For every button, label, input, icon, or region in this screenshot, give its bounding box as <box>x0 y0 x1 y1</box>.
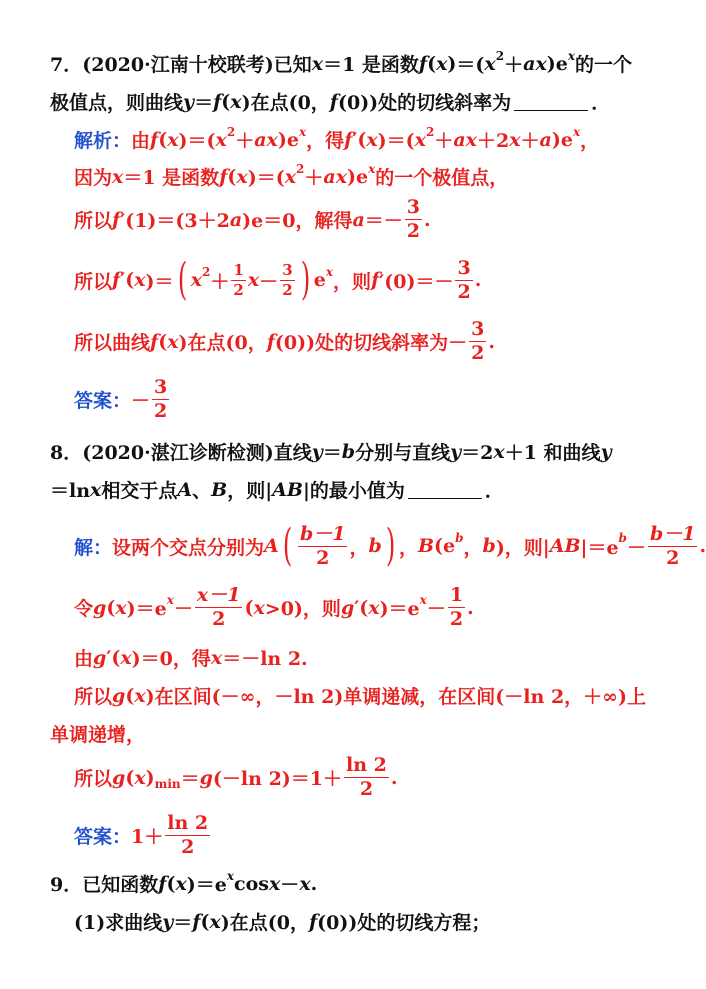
t: 单调递增， <box>50 724 146 746</box>
t: 2 <box>181 836 195 858</box>
t: ( <box>106 596 116 619</box>
t: f <box>150 330 159 353</box>
t: ＋ <box>504 54 524 76</box>
t: y <box>311 440 323 463</box>
t: )＝0，得 <box>131 648 211 670</box>
t: 由 <box>131 130 151 152</box>
t: y <box>600 440 612 463</box>
t: 1 <box>449 584 464 606</box>
t: f <box>344 128 353 151</box>
t: e <box>313 269 326 291</box>
t: f <box>213 90 222 113</box>
t: x <box>134 684 146 707</box>
t: )＝ <box>145 270 174 293</box>
t: ＋ <box>235 130 255 152</box>
t: x <box>226 868 235 883</box>
t: f <box>418 52 428 75</box>
t: 2 <box>359 778 374 800</box>
t: g <box>93 596 107 619</box>
t: a <box>539 128 552 151</box>
q8-solution-line2 <box>74 586 474 629</box>
t: x <box>134 269 146 291</box>
q8-line2 <box>50 476 504 503</box>
t: 3 <box>154 376 168 398</box>
q8-solution-line1 <box>74 520 706 571</box>
t: )＝e <box>186 874 227 896</box>
t: ) <box>447 52 457 75</box>
t: B <box>211 478 228 501</box>
fraction <box>344 756 389 799</box>
solution-label: 解： <box>74 536 113 559</box>
t: x <box>215 128 227 151</box>
t: ax <box>254 128 278 151</box>
t: 3 <box>282 260 293 279</box>
q7-solution-line1 <box>74 126 599 153</box>
t: ln 2 <box>346 754 387 776</box>
t: 已知函数 <box>82 874 159 896</box>
t: ＋ <box>210 270 230 293</box>
t: 2 <box>666 546 680 569</box>
t: f <box>150 128 159 151</box>
t: b <box>368 535 382 557</box>
t: 直线 <box>273 442 312 464</box>
t: b－1 <box>649 522 696 545</box>
t: x <box>368 596 380 619</box>
t: 3 <box>457 256 471 279</box>
t: x－1 <box>196 584 241 606</box>
t: >0)，则 <box>264 598 341 620</box>
t: 2 <box>457 280 471 303</box>
t: )e <box>551 128 573 151</box>
t: x <box>236 165 248 188</box>
t: x <box>284 165 297 188</box>
t: ′( <box>354 596 369 619</box>
t: ( <box>427 52 437 75</box>
t: ( <box>177 254 187 305</box>
t: 设两个交点分别为 <box>112 536 265 559</box>
t: min <box>154 776 181 791</box>
t: (0))处的切线方程； <box>317 912 491 934</box>
t: )，则| <box>495 536 550 559</box>
fraction <box>405 198 422 241</box>
fraction <box>152 378 169 421</box>
t: B <box>417 535 435 557</box>
t: ′( <box>352 128 367 151</box>
t: x <box>509 128 521 151</box>
t: (1)求曲线 <box>74 912 163 934</box>
t: 2 <box>296 161 305 176</box>
t: 2 <box>495 48 505 63</box>
q8-solution-line3 <box>74 644 308 671</box>
q7-answer <box>74 378 171 421</box>
t: g <box>112 766 126 789</box>
t: － <box>426 598 446 620</box>
t: ′( <box>120 269 135 291</box>
t: 因为 <box>74 167 113 189</box>
t: 令 <box>74 598 94 620</box>
t: )在区间(－∞，－ln 2)单调递减，在区间(－ln 2，＋∞)上 <box>145 686 646 708</box>
t: x <box>572 124 581 139</box>
q7-solution-line4 <box>74 254 482 305</box>
answer-label: 答案： <box>74 826 132 848</box>
t: . <box>467 596 474 619</box>
t: A <box>177 478 193 501</box>
t: . <box>488 330 495 353</box>
fraction <box>165 814 210 857</box>
q7-line2 <box>50 88 610 115</box>
t: 1＋ <box>131 826 164 848</box>
answer-blank[interactable] <box>408 480 482 499</box>
t: 分别与直线 <box>355 442 451 464</box>
q8-solution-line5 <box>50 720 145 747</box>
t: x <box>298 124 307 139</box>
t: x <box>368 161 376 176</box>
t: ． <box>484 480 504 502</box>
t: f <box>329 90 338 113</box>
t: x <box>268 872 281 895</box>
t: |＝e <box>580 536 619 559</box>
t: ＋ <box>520 130 540 152</box>
t: 所以 <box>74 270 113 293</box>
t: 2 <box>233 280 244 299</box>
t: |的最小值为 <box>302 480 405 502</box>
t: ， <box>398 536 418 559</box>
q7-solution-line2 <box>74 163 508 190</box>
t: (－ln 2)＝1＋ <box>212 768 343 790</box>
t: )＝e <box>126 598 167 620</box>
t: 2 <box>282 280 293 299</box>
t: x <box>567 48 575 63</box>
fraction <box>195 586 243 629</box>
q7-solution-line5 <box>74 320 495 363</box>
t: x <box>299 872 311 895</box>
q9-line2 <box>74 908 490 935</box>
t: ( <box>158 128 168 151</box>
t: . <box>699 535 706 557</box>
t: 3 <box>471 318 485 340</box>
t: )在点(0， <box>178 332 267 354</box>
t: － <box>280 874 300 896</box>
t: b <box>341 440 356 463</box>
t: f <box>112 269 121 291</box>
t: 2 <box>202 265 211 279</box>
t: f <box>219 165 228 188</box>
t: ， <box>580 130 600 152</box>
fraction <box>298 522 348 569</box>
t: y <box>450 440 462 463</box>
t: 2 <box>449 608 464 630</box>
t: ＝ <box>322 442 342 464</box>
answer-blank[interactable] <box>514 92 588 111</box>
t: a <box>523 52 536 75</box>
t: cos <box>234 872 269 895</box>
fraction <box>231 260 245 299</box>
t: x <box>414 128 426 151</box>
t: x <box>230 90 242 113</box>
t: AB <box>549 535 581 557</box>
t: x <box>167 330 179 353</box>
solution-label: 解析： <box>74 130 132 152</box>
t: － <box>626 536 646 559</box>
fraction <box>648 522 698 569</box>
q9-line1 <box>50 870 317 897</box>
t: x <box>190 269 203 291</box>
t: 相交于点 <box>101 480 178 502</box>
t: b <box>455 531 464 545</box>
t: ＋1 和曲线 <box>504 442 601 464</box>
t: f <box>308 910 318 933</box>
t: )e＝0，解得 <box>242 210 353 232</box>
fraction <box>455 256 472 303</box>
t: 已知 <box>273 54 312 76</box>
t: ＝1 是函数 <box>123 167 220 189</box>
t: 2 <box>154 400 168 422</box>
q8-line1 <box>50 438 612 465</box>
t: x <box>167 128 179 151</box>
t: y <box>183 90 195 113</box>
t: ＝－ln 2. <box>222 648 308 670</box>
t: 2 <box>406 220 421 242</box>
t: b <box>618 531 627 545</box>
t: g <box>340 596 355 619</box>
t: b <box>482 535 496 557</box>
t: (e <box>434 535 456 557</box>
t: x <box>134 766 146 789</box>
t: ＝ <box>180 768 200 790</box>
t: x <box>120 646 132 669</box>
q9-number: 9． <box>50 874 83 896</box>
fraction <box>280 260 294 299</box>
t: b－1 <box>299 522 346 545</box>
t: g <box>199 766 213 789</box>
t: 3 <box>406 196 421 218</box>
t: ( <box>125 766 135 789</box>
t: x <box>210 646 223 669</box>
t: 、 <box>192 480 212 502</box>
t: 所以 <box>74 768 113 790</box>
t: f <box>112 208 121 231</box>
t: )e <box>277 128 299 151</box>
t: x <box>419 592 427 607</box>
t: － <box>173 598 193 620</box>
t: . <box>390 766 398 789</box>
t: ( <box>282 520 293 571</box>
t: ，则 <box>333 270 372 293</box>
t: )＝e <box>379 598 420 620</box>
t: ( <box>221 90 231 113</box>
t: ，则| <box>227 480 273 502</box>
t: x <box>436 52 448 75</box>
t: 1 <box>233 260 244 279</box>
t: ， <box>349 536 369 559</box>
t: x <box>166 592 174 607</box>
q7-line1 <box>50 50 632 77</box>
t: x <box>535 52 547 75</box>
t: g <box>112 684 126 707</box>
t: ＋ <box>304 167 324 189</box>
t: ( <box>200 910 210 933</box>
t: ＋2 <box>476 130 510 152</box>
t: 的一个极值点， <box>375 167 509 189</box>
t: 2 <box>471 342 485 364</box>
t: 所以 <box>74 686 113 708</box>
t: )＝( <box>247 167 285 189</box>
t: － <box>131 390 151 412</box>
answer-label: 答案： <box>74 390 132 412</box>
t: ) <box>300 254 310 305</box>
t: x <box>90 478 102 501</box>
t: f <box>158 872 167 895</box>
t: y <box>162 910 174 933</box>
t: A <box>264 535 279 557</box>
t: x <box>209 910 221 933</box>
t: ( <box>125 684 135 707</box>
t: ( <box>158 330 168 353</box>
t: (0))处的切线斜率为－ <box>274 332 468 354</box>
t: ) <box>385 520 396 571</box>
t: f <box>266 330 275 353</box>
t: x <box>493 440 505 463</box>
q8-solution-line6 <box>74 756 398 799</box>
t: x <box>175 872 187 895</box>
t: a <box>352 208 365 231</box>
t: ＝2 <box>461 442 494 464</box>
t: x <box>325 265 334 279</box>
q8-source: (2020·湛江诊断检测) <box>82 442 274 464</box>
t: . <box>424 208 431 231</box>
t: ax <box>323 165 348 188</box>
t: f <box>192 910 201 933</box>
t: (0))处的切线斜率为 <box>337 92 512 114</box>
t: x <box>484 52 496 75</box>
t: ＝1 是函数 <box>323 54 419 76</box>
t: )＝( <box>377 130 415 152</box>
t: 所以 <box>74 210 113 232</box>
t: 的一个 <box>575 54 633 76</box>
t: － <box>259 270 279 293</box>
t: x <box>247 269 260 291</box>
t: 所以曲线 <box>74 332 151 354</box>
t: x <box>112 165 124 188</box>
t: ′(1)＝(3＋2 <box>120 210 230 232</box>
t: )e <box>546 52 568 75</box>
t: . <box>310 872 318 895</box>
t: ＝ln <box>50 480 91 502</box>
t: x <box>366 128 378 151</box>
t: ， <box>463 536 483 559</box>
t: ＝ <box>194 92 214 114</box>
t: )＝( <box>178 130 216 152</box>
q8-solution-line4 <box>74 682 646 709</box>
t: 2 <box>212 608 226 630</box>
t: 2 <box>425 124 435 139</box>
t: ＝－ <box>364 210 403 232</box>
t: )在点(0， <box>241 92 330 114</box>
q8-number: 8． <box>50 442 83 464</box>
t: x <box>311 52 324 75</box>
t: )在点(0， <box>220 912 309 934</box>
t: ． <box>591 92 611 114</box>
t: x <box>115 596 127 619</box>
t: x <box>253 596 265 619</box>
t: . <box>474 269 482 291</box>
t: ＋ <box>434 130 454 152</box>
q8-answer <box>74 814 212 857</box>
t: AB <box>272 478 303 501</box>
t: ( <box>227 165 237 188</box>
t: 极值点，则曲线 <box>50 92 184 114</box>
t: )e <box>347 165 369 188</box>
t: ( <box>166 872 176 895</box>
t: ( <box>244 596 254 619</box>
t: ) <box>145 766 155 789</box>
t: 由 <box>74 648 94 670</box>
t: ′(0)＝－ <box>379 270 454 293</box>
t: ＝( <box>456 54 485 76</box>
t: f <box>371 269 380 291</box>
t: a <box>229 208 243 231</box>
t: 2 <box>226 124 236 139</box>
t: g <box>93 646 107 669</box>
t: 2 <box>316 546 330 569</box>
fraction <box>448 586 465 629</box>
q7-solution-line3 <box>74 198 431 241</box>
t: ′( <box>106 646 121 669</box>
t: ，得 <box>306 130 345 152</box>
q7-number: 7． <box>50 54 83 76</box>
fraction <box>469 320 486 363</box>
t: ln 2 <box>167 812 209 834</box>
t: ＝ <box>173 912 193 934</box>
t: ax <box>453 128 477 151</box>
q7-source: (2020·江南十校联考) <box>82 54 274 76</box>
